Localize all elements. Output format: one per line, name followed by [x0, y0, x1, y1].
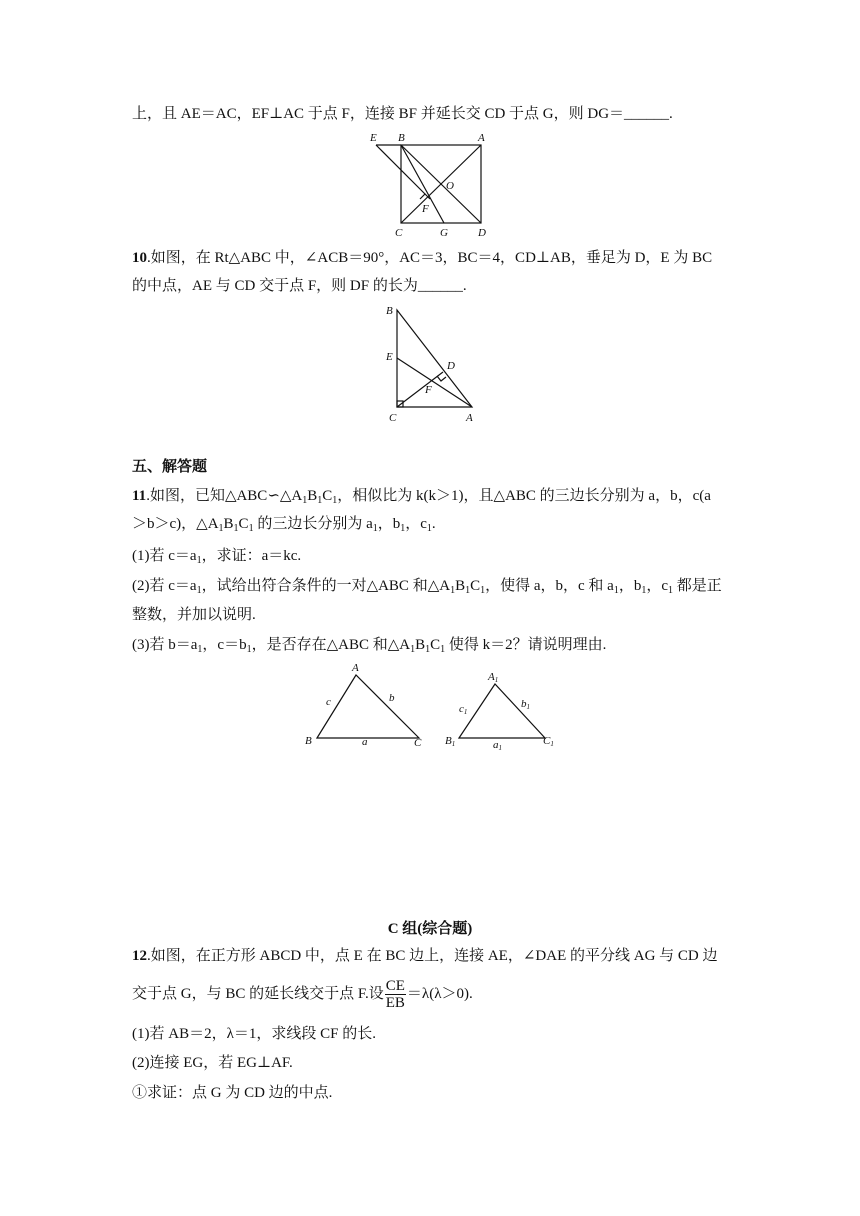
q11-fig1-label-b-vertex: B: [305, 735, 312, 747]
q11-sub: 1: [613, 585, 619, 596]
q11-sub: 1: [641, 585, 647, 596]
q11-fig1-label-c-vertex: C: [414, 737, 422, 749]
q11-p1a: (1)若 c＝a: [132, 548, 197, 564]
q10-label-a: A: [466, 412, 473, 424]
q11-sub: 1: [440, 644, 446, 655]
q12-p1: (1)若 AB＝2，λ＝1，求线段 CF 的长.: [132, 1026, 376, 1042]
q9-label-g: G: [440, 227, 448, 239]
q11-p3c: ，是否存在△ABC 和△A: [251, 637, 411, 653]
q11-sub: 1: [317, 495, 323, 506]
q11-p2-line2: 整数，并加以说明.: [132, 607, 256, 623]
q11-t2d: 的三边长分别为 a: [253, 516, 373, 532]
q9-label-d: D: [478, 227, 486, 239]
q9-label-o: O: [446, 180, 454, 192]
q12-text-line1: [132, 946, 718, 966]
q12-p2-1: ①求证：点 G 为 CD 边的中点.: [132, 1085, 333, 1101]
q11-sub: 1: [302, 495, 308, 506]
q11-sub: 1: [332, 495, 338, 506]
q12-fraction: [385, 978, 406, 1011]
q11-t1d: ，相似比为 k(k＞1)，且△ABC 的三边长分别为 a，b，c(a: [337, 488, 711, 504]
q11-p2c: B: [455, 578, 466, 594]
q11-p3b: ，c＝b: [202, 637, 247, 653]
q12-part2: [132, 1053, 293, 1073]
q12-part2-1: [132, 1083, 332, 1103]
q11-p2f: ，b: [618, 578, 642, 594]
q11-sub: 1: [197, 644, 203, 655]
q11-sub: 1: [450, 585, 456, 596]
q11-p3d: B: [415, 637, 426, 653]
q11-sub: 1: [246, 644, 252, 655]
q11-sub: 1: [400, 523, 406, 534]
q12-part1: [132, 1024, 376, 1044]
q9-label-a: A: [478, 132, 485, 144]
q11-t2e: ，b: [377, 516, 401, 532]
q11-fig1-side-c: c: [326, 696, 331, 708]
q11-p3e: C: [430, 637, 441, 653]
q11-triangle-abc: [317, 675, 419, 738]
q10-label-d: D: [447, 360, 455, 372]
group-c-title: C 组(综合题): [387, 921, 473, 937]
q11-sub: 1: [233, 523, 239, 534]
q10-text-cont: 的中点，AE 与 CD 交于点 F，则 DF 的长为______.: [132, 278, 467, 294]
q11-p2b: ，试给出符合条件的一对△ABC 和△A: [201, 578, 451, 594]
q11-triangle-a1b1c1: [459, 684, 545, 738]
q10-label-f: F: [425, 384, 432, 396]
q11-p2h: 都是正: [673, 578, 722, 594]
q9-text: 上，且 AE＝AC，EF⊥AC 于点 F，连接 BF 并延长交 CD 于点 G，则 DG＝______.: [132, 106, 673, 122]
q11-p2g: ，c: [646, 578, 669, 594]
q10-number: 10: [132, 250, 147, 266]
group-c-heading: [0, 917, 860, 938]
q11-t1c: C: [322, 488, 333, 504]
q9-label-b: B: [398, 132, 405, 144]
q11-fig1-label-a-vertex: A: [352, 662, 359, 674]
q11-p2d: C: [470, 578, 481, 594]
q12-text: .如图，在正方形 ABCD 中，点 E 在 BC 边上，连接 AE，∠DAE 的平分线 AG 与 CD 边: [147, 948, 718, 964]
q10-text: .如图，在 Rt△ABC 中，∠ACB＝90°，AC＝3，BC＝4，CD⊥AB，垂足为 D，E 为 BC: [147, 250, 713, 266]
q11-p3f: 使得 k＝2？请说明理由.: [445, 637, 607, 653]
q11-sub: 1: [668, 585, 674, 596]
q9-label-e: E: [370, 132, 377, 144]
q11-p2a: (2)若 c＝a: [132, 578, 197, 594]
q11-sub: 1: [372, 523, 378, 534]
q12-number: 12: [132, 948, 147, 964]
q11-t2c: C: [238, 516, 249, 532]
q12-frac-num: CE: [385, 978, 405, 995]
q10-label-e: E: [386, 351, 393, 363]
q11-fig1-side-a: a: [362, 736, 368, 748]
q11-fig2-side-c1: c1: [459, 703, 468, 716]
q11-sub: 1: [218, 523, 224, 534]
q11-t2f: ，c: [405, 516, 427, 532]
q11-t2a: ＞b＞c)，△A: [132, 516, 219, 532]
q11-number: 11: [132, 488, 147, 504]
q11-fig2-side-b1: b1: [521, 698, 530, 711]
q9-label-f: F: [422, 203, 429, 215]
q11-sub: 1: [426, 523, 432, 534]
q11-p3a: (3)若 b＝a: [132, 637, 198, 653]
q11-sub: 1: [425, 644, 431, 655]
q11-sub: 1: [196, 555, 202, 566]
q11-sub: 1: [465, 585, 471, 596]
q11-sub: 1: [410, 644, 416, 655]
q11-sub: 1: [480, 585, 486, 596]
q11-sub: 1: [248, 523, 254, 534]
q11-p2e: ，使得 a，b，c 和 a: [485, 578, 614, 594]
q12-frac-den: EB: [385, 995, 405, 1012]
q11-sub: 1: [196, 585, 202, 596]
q11-fig2-side-a1: a1: [493, 739, 502, 752]
q11-fig2-label-a1: A1: [488, 671, 499, 684]
q12-text-line2: [132, 976, 473, 1012]
q9-label-c: C: [395, 227, 403, 239]
q11-p1b: ，求证：a＝kc.: [201, 548, 302, 564]
q11-t2g: .: [431, 516, 436, 532]
q11-fig1-side-b: b: [389, 692, 395, 704]
q11-fig2-label-c1: C1: [543, 735, 554, 748]
q11-fig2-label-b1: B1: [445, 735, 456, 748]
q11-t1b: B: [307, 488, 318, 504]
section-title: 五、解答题: [132, 459, 208, 475]
q11-t2b: B: [223, 516, 234, 532]
q12-t2a: 交于点 G，与 BC 的延长线交于点 F.设: [132, 986, 384, 1002]
q12-t2b: ＝λ(λ＞0).: [406, 986, 473, 1002]
q12-p2: (2)连接 EG，若 EG⊥AF.: [132, 1055, 293, 1071]
q10-label-b: B: [386, 305, 393, 317]
q10-label-c: C: [389, 412, 397, 424]
q11-t1a: .如图，已知△ABC∽△A: [146, 488, 303, 504]
